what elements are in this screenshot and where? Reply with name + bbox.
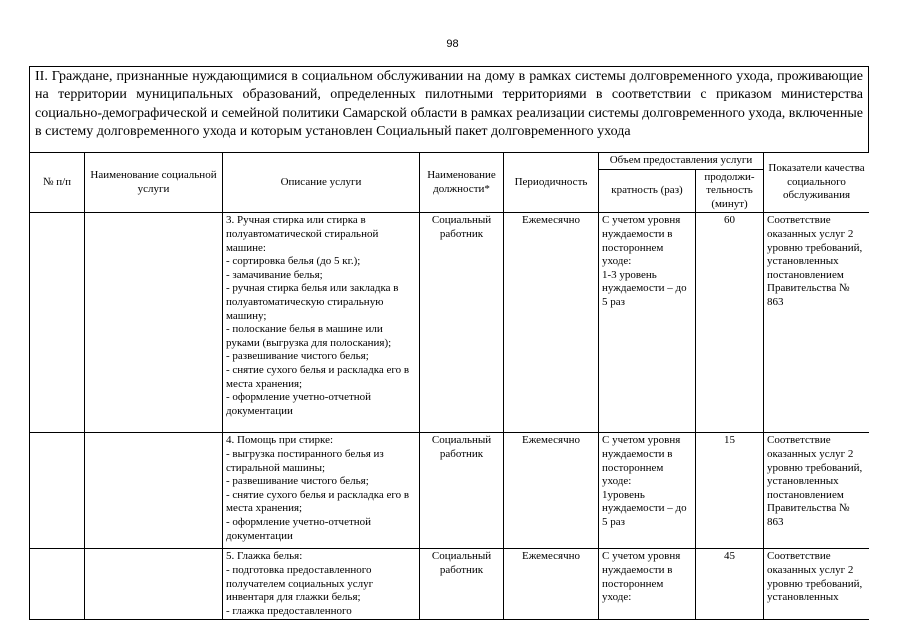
cell-service-name bbox=[85, 549, 223, 620]
header-description: Описание услуги bbox=[223, 153, 420, 213]
header-position: Наименование должности* bbox=[420, 153, 504, 213]
cell-description: 5. Глажка белья: - подготовка предоставленного получателем социальных услуг инвентаря для глажки белья; - глажка предоставленного bbox=[223, 549, 420, 620]
header-multiplicity: кратность (раз) bbox=[599, 169, 696, 213]
cell-multiplicity: С учетом уровня нуждаемости в постороннем уходе: 1-3 уровень нуждаемости – до 5 раз bbox=[599, 213, 696, 433]
table-row bbox=[30, 213, 870, 433]
cell-quality: Соответствие оказанных услуг 2 уровню требований, установленных bbox=[764, 549, 870, 620]
header-periodicity: Периодичность bbox=[504, 153, 599, 213]
cell-num bbox=[30, 549, 85, 620]
header-duration: продолжи-тельность (минут) bbox=[696, 169, 764, 213]
cell-multiplicity: С учетом уровня нуждаемости в постороннем уходе: bbox=[599, 549, 696, 620]
cell-position: Социальный работник bbox=[420, 433, 504, 549]
table-header bbox=[30, 153, 870, 213]
header-service-name: Наименование социальной услуги bbox=[85, 153, 223, 213]
cell-multiplicity: С учетом уровня нуждаемости в постороннем уходе: 1уровень нуждаемости – до 5 раз bbox=[599, 433, 696, 549]
cell-service-name bbox=[85, 213, 223, 433]
cell-periodicity: Ежемесячно bbox=[504, 213, 599, 433]
cell-duration: 60 bbox=[696, 213, 764, 433]
header-volume-group: Объем предоставления услуги bbox=[599, 153, 764, 170]
document-frame bbox=[29, 66, 869, 626]
services-table bbox=[29, 152, 869, 620]
table-row bbox=[30, 549, 870, 620]
cell-num bbox=[30, 433, 85, 549]
cell-position: Социальный работник bbox=[420, 549, 504, 620]
cell-service-name bbox=[85, 433, 223, 549]
cell-description: 4. Помощь при стирке: - выгрузка постиранного белья из стиральной машины; - развешивание чистого белья; - снятие сухого белья и раскладка его в места хранения; - оформление учетно-отчетной документации bbox=[223, 433, 420, 549]
header-quality: Показатели качества социального обслуживания bbox=[764, 153, 870, 213]
cell-quality: Соответствие оказанных услуг 2 уровню требований, установленных постановлением Правительства № 863 bbox=[764, 433, 870, 549]
table-row bbox=[30, 433, 870, 549]
page-number: 98 bbox=[446, 38, 459, 50]
cell-quality: Соответствие оказанных услуг 2 уровню требований, установленных постановлением Правительства № 863 bbox=[764, 213, 870, 433]
cell-num bbox=[30, 213, 85, 433]
cell-duration: 45 bbox=[696, 549, 764, 620]
cell-description: 3. Ручная стирка или стирка в полуавтоматической стиральной машине: - сортировка белья (до 5 кг.); - замачивание белья; - ручная стирка белья или закладка в полуавтоматическую стиральную машину; - полоскание белья в машине или руками (выгрузка для полоскания); - развешивание чистого белья; - снятие сухого белья и раскладка его в места хранения; - оформление учетно-отчетной документации bbox=[223, 213, 420, 433]
section-heading: II. Граждане, признанные нуждающимися в социальном обслуживании на дому в рамках системы долговременного ухода, проживающие на территории муниципальных образований, определенных пилотными территориями в соответствии с приказом министерства социально-демографической и семейной политики Самарской области в рамках реализации системы долговременного ухода, включенные в систему долговременного ухода и которым установлен Социальный пакет долговременного ухода bbox=[29, 66, 869, 152]
cell-duration: 15 bbox=[696, 433, 764, 549]
cell-periodicity: Ежемесячно bbox=[504, 549, 599, 620]
cell-periodicity: Ежемесячно bbox=[504, 433, 599, 549]
cell-position: Социальный работник bbox=[420, 213, 504, 433]
header-num: № п/п bbox=[30, 153, 85, 213]
